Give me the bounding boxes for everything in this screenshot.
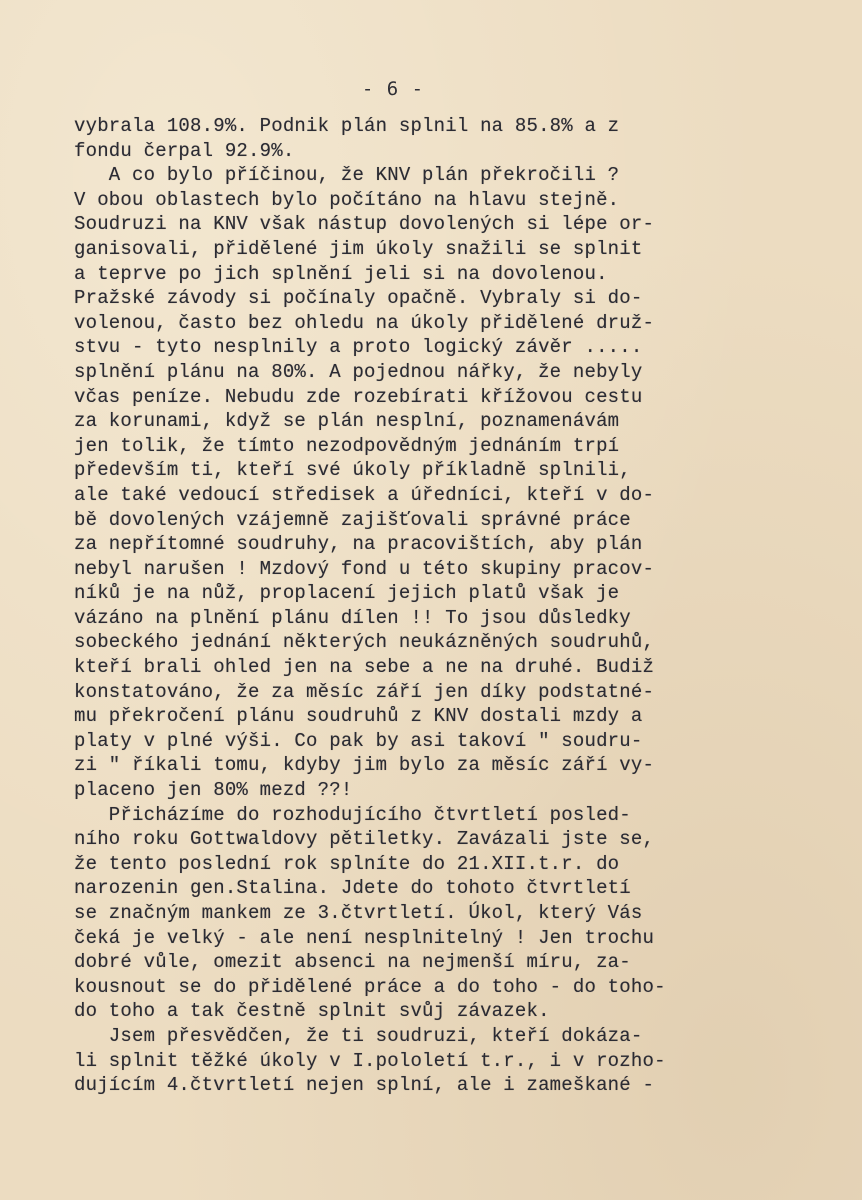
text-line: li splnit těžké úkoly v I.pololetí t.r., i v rozho- (74, 1049, 666, 1072)
text-line: se značným mankem ze 3.čtvrtletí. Úkol, který Vás (74, 902, 643, 924)
text-line: ganisovali, přidělené jim úkoly snažili se splnit (74, 237, 643, 260)
text-line: jen tolik, že tímto nezodpovědným jednáním trpí (74, 434, 620, 457)
typewritten-text-block (74, 114, 794, 1098)
text-line: nebyl narušen ! Mzdový fond u této skupiny pracov- (74, 557, 655, 580)
text-line: V obou oblastech bylo počítáno na hlavu stejně. (74, 188, 620, 211)
text-line: dobré vůle, omezit absenci na nejmenší míru, za- (74, 951, 631, 974)
text-line: splnění plánu na 80%. A pojednou nářky, že nebyly (74, 360, 643, 383)
text-line: Pražské závody si počínaly opačně. Vybraly si do- (74, 287, 643, 310)
text-line: zi " říkali tomu, kdyby jim bylo za měsíc září vy- (74, 754, 655, 777)
text-line: vybrala 108.9%. Podnik plán splnil na 85.8% a z (74, 115, 620, 137)
text-line: včas peníze. Nebudu zde rozebírati křížovou cestu (74, 385, 643, 408)
text-line: sobeckého jednání některých neukázněných soudruhů, (74, 631, 655, 654)
text-line: vázáno na plnění plánu dílen !! To jsou důsledky (74, 606, 631, 629)
text-line: ního roku Gottwaldovy pětiletky. Zavázali jste se, (74, 828, 655, 851)
text-line: dujícím 4.čtvrtletí nejen splní, ale i zameškané - (74, 1074, 655, 1097)
text-line: fondu čerpal 92.9%. (74, 139, 295, 162)
text-line: Přicházíme do rozhodujícího čtvrtletí posled- (74, 803, 631, 826)
text-line: níků je na nůž, proplacení jejich platů však je (74, 582, 620, 605)
text-line: především ti, kteří své úkoly příkladně splnili, (74, 459, 631, 482)
text-line: narozenin gen.Stalina. Jdete do tohoto čtvrtletí (74, 877, 631, 900)
text-line: za nepřítomné soudruhy, na pracovištích, aby plán (74, 533, 643, 556)
text-line: platy v plné výši. Co pak by asi takoví " soudru- (74, 729, 643, 752)
text-line: do toho a tak čestně splnit svůj závazek. (74, 1000, 550, 1023)
text-line: stvu - tyto nesplnily a proto logický závěr ..... (74, 336, 643, 359)
text-line: Soudruzi na KNV však nástup dovolených si lépe or- (74, 213, 655, 236)
text-line: čeká je velký - ale není nesplnitelný ! Jen trochu (74, 926, 655, 949)
text-line: za korunami, když se plán nesplní, poznamenávám (74, 410, 620, 433)
page-number: - 6 - (361, 78, 425, 100)
text-line: A co bylo příčinou, že KNV plán překročili ? (74, 164, 620, 187)
text-line: kteří brali ohled jen na sebe a ne na druhé. Budiž (74, 656, 655, 679)
text-line: kousnout se do přidělené práce a do toho - do toho- (74, 975, 666, 998)
text-line: že tento poslední rok splníte do 21.XII.t.r. do (74, 852, 620, 875)
text-line: ale také vedoucí středisek a úředníci, kteří v do- (74, 483, 655, 506)
text-line: placeno jen 80% mezd ??! (74, 779, 353, 802)
text-line: volenou, často bez ohledu na úkoly přidělené druž- (74, 311, 655, 334)
text-line: Jsem přesvědčen, že ti soudruzi, kteří dokáza- (74, 1024, 643, 1047)
text-line: mu překročení plánu soudruhů z KNV dostali mzdy a (74, 705, 643, 728)
text-line: konstatováno, že za měsíc září jen díky podstatné- (74, 680, 655, 703)
text-line: bě dovolených vzájemně zajišťovali správné práce (74, 508, 631, 531)
text-line: a teprve po jich splnění jeli si na dovolenou. (74, 262, 608, 285)
